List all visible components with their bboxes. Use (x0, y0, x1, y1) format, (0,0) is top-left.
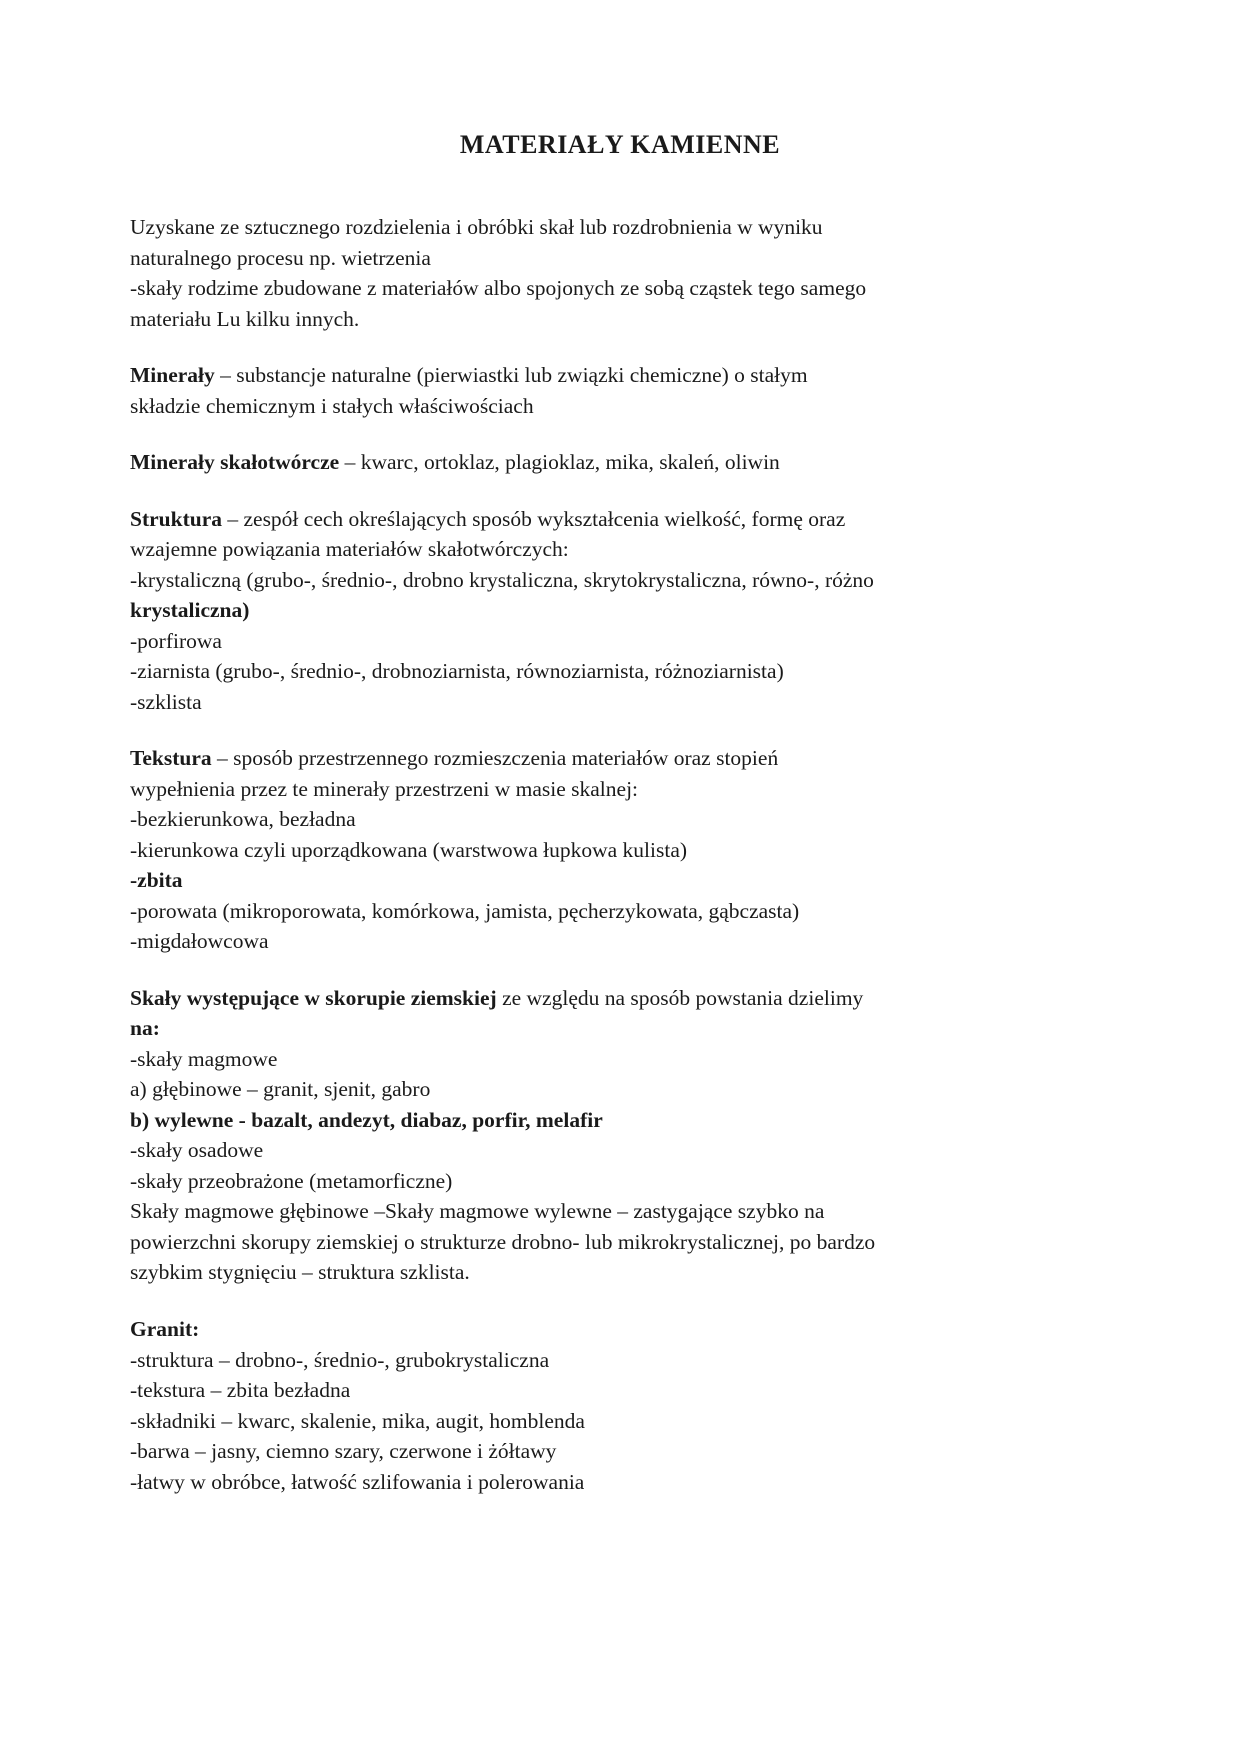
paragraph-mineraly (130, 360, 1110, 421)
text-line: powierzchni skorupy ziemskiej o strukturze drobno- lub mikrokrystalicznej, po bardzo (130, 1229, 876, 1254)
text-line (130, 983, 1110, 1014)
text-line: wypełnienia przez te minerały przestrzeni w masie skalnej: (130, 776, 639, 801)
term-label: Minerały skałotwórcze (130, 450, 340, 475)
text-line (130, 504, 1110, 535)
text-run: – sposób przestrzennego rozmieszczenia materiałów oraz stopień (211, 746, 779, 771)
text-line: Skały magmowe głębinowe –Skały magmowe wylewne – zastygające szybko na (130, 1199, 825, 1224)
text-run: – zespół cech określających sposób wykształcenia wielkość, formę oraz (221, 506, 846, 531)
text-line: materiału Lu kilku innych. (130, 306, 360, 331)
text-line (130, 447, 1110, 478)
text-line: -szklista (130, 689, 202, 714)
term-label: Minerały (130, 363, 215, 388)
text-line: -składniki – kwarc, skalenie, mika, augit, homblenda (130, 1408, 585, 1433)
text-line: -tekstura – zbita bezładna (130, 1378, 351, 1403)
text-line: -łatwy w obróbce, łatwość szlifowania i polerowania (130, 1469, 585, 1494)
text-line: krystaliczna) (130, 598, 250, 623)
paragraph-intro (130, 212, 1110, 334)
text-line: -struktura – drobno-, średnio-, grubokrystaliczna (130, 1347, 550, 1372)
text-line: -zbita (130, 868, 183, 893)
text-line (130, 360, 1110, 391)
page-title: MATERIAŁY KAMIENNE (459, 130, 781, 159)
text-line: -porowata (mikroporowata, komórkowa, jamista, pęcherzykowata, gąbczasta) (130, 898, 800, 923)
text-line: -porfirowa (130, 628, 222, 653)
paragraph-granit (130, 1314, 1110, 1497)
term-label: Skały występujące w skorupie ziemskiej (130, 985, 497, 1010)
paragraph-tekstura (130, 743, 1110, 957)
text-line: szybkim stygnięciu – struktura szklista. (130, 1260, 470, 1285)
text-line: a) głębinowe – granit, sjenit, gabro (130, 1077, 431, 1102)
text-line: -skały osadowe (130, 1138, 264, 1163)
text-line: naturalnego procesu np. wietrzenia (130, 245, 431, 270)
section-heading-granit: Granit: (130, 1316, 200, 1341)
text-line: -krystaliczną (grubo-, średnio-, drobno krystaliczna, skrytokrystaliczna, równo-, różno (130, 567, 874, 592)
text-line: składzie chemicznym i stałych właściwościach (130, 393, 534, 418)
text-run: – kwarc, ortoklaz, plagioklaz, mika, skaleń, oliwin (339, 450, 780, 475)
paragraph-struktura (130, 504, 1110, 718)
text-line: -kierunkowa czyli uporządkowana (warstwowa łupkowa kulista) (130, 837, 688, 862)
document-body (130, 212, 1110, 1497)
text-line: Uzyskane ze sztucznego rozdzielenia i obróbki skał lub rozdrobnienia w wyniku (130, 215, 823, 239)
text-line: b) wylewne - bazalt, andezyt, diabaz, porfir, melafir (130, 1107, 603, 1132)
text-line (130, 743, 1110, 774)
text-line: -migdałowcowa (130, 929, 269, 954)
paragraph-skaly-w-skorupie (130, 983, 1110, 1288)
term-label: Tekstura (130, 746, 212, 771)
text-line: -barwa – jasny, ciemno szary, czerwone i żółtawy (130, 1439, 557, 1464)
text-line: -bezkierunkowa, bezładna (130, 807, 356, 832)
text-line: -skały rodzime zbudowane z materiałów albo spojonych ze sobą cząstek tego samego (130, 276, 867, 301)
term-label: Struktura (130, 506, 222, 531)
text-line: -skały magmowe (130, 1046, 278, 1071)
text-line: -skały przeobrażone (metamorficzne) (130, 1168, 453, 1193)
text-run: – substancje naturalne (pierwiastki lub związki chemiczne) o stałym (214, 363, 808, 388)
text-line: na: (130, 1016, 160, 1041)
text-run: ze względu na sposób powstania dzielimy (496, 985, 864, 1010)
text-line: wzajemne powiązania materiałów skałotwórczych: (130, 537, 569, 562)
paragraph-mineraly-skalotworcze (130, 447, 1110, 478)
text-line: -ziarnista (grubo-, średnio-, drobnoziarnista, równoziarnista, różnoziarnista) (130, 659, 784, 684)
